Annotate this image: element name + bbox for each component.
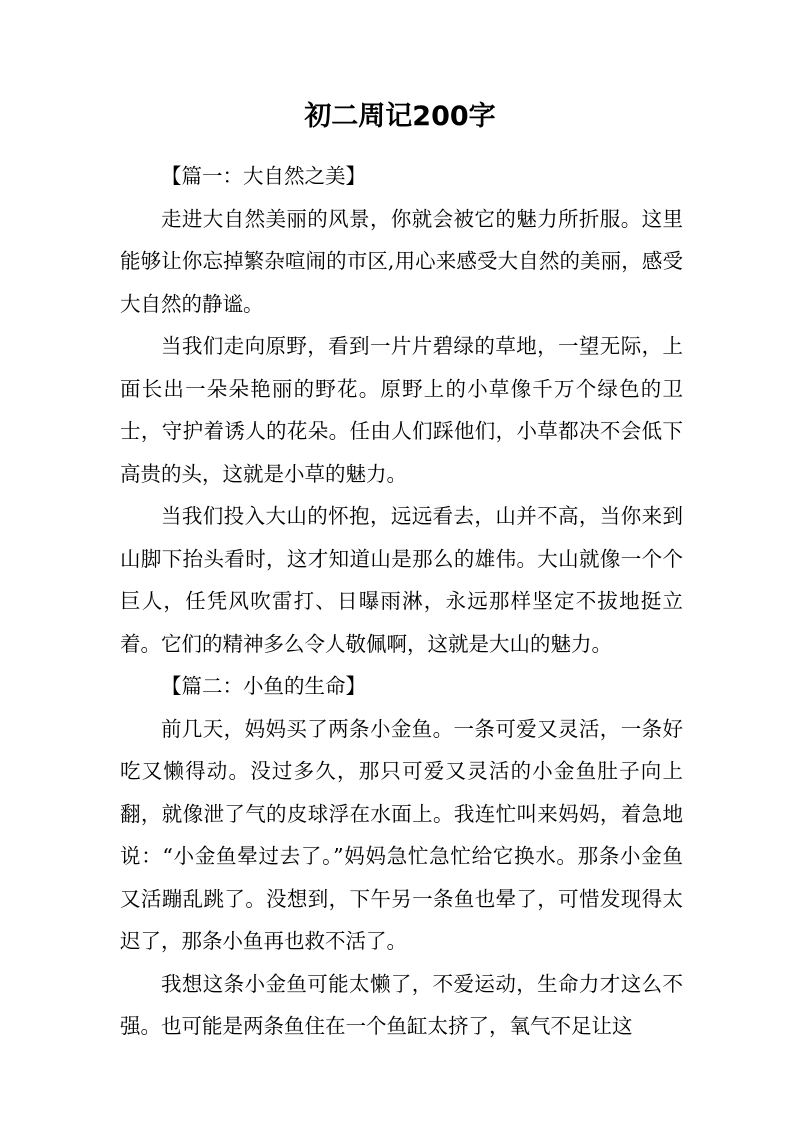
document-title: 初二周记200字 (304, 101, 496, 132)
paragraph: 当我们投入大山的怀抱，远远看去，山并不高，当你来到山脚下抬头看时，这才知道山是那么的雄伟。大山就像一个个巨人，任凭风吹雷打、日曝雨淋，永远那样坚定不拔地挺立着。它们的精神多么令人敬佩啊，这就是大山的魅力。 (120, 504, 683, 656)
paragraph: 走进大自然美丽的风景，你就会被它的魅力所折服。这里能够让你忘掉繁杂喧闹的市区,用心来感受大自然的美丽，感受大自然的静谧。 (120, 206, 683, 316)
paragraph: 我想这条小金鱼可能太懒了，不爱运动，生命力才这么不强。也可能是两条鱼住在一个鱼缸太挤了，氧气不足让这 (120, 971, 683, 1038)
document-body (120, 155, 683, 1048)
paragraph: 当我们走向原野，看到一片片碧绿的草地，一望无际，上面长出一朵朵艳丽的野花。原野上的小草像千万个绿色的卫士，守护着诱人的花朵。任由人们踩他们，小草都决不会低下高贵的头，这就是小草的魅力。 (120, 334, 683, 486)
paragraph: 前几天，妈妈买了两条小金鱼。一条可爱又灵活，一条好吃又懒得动。没过多久，那只可爱又灵活的小金鱼肚子向上翻，就像泄了气的皮球浮在水面上。我连忙叫来妈妈，着急地说：“小金鱼晕过去了。”妈妈急忙急忙给它换水。那条小金鱼又活蹦乱跳了。没想到，下午另一条鱼也晕了，可惜发现得太迟了，那条小鱼再也救不活了。 (120, 716, 683, 953)
section-heading: 【篇一：大自然之美】 (161, 164, 366, 188)
section-heading: 【篇二：小鱼的生命】 (161, 674, 366, 698)
